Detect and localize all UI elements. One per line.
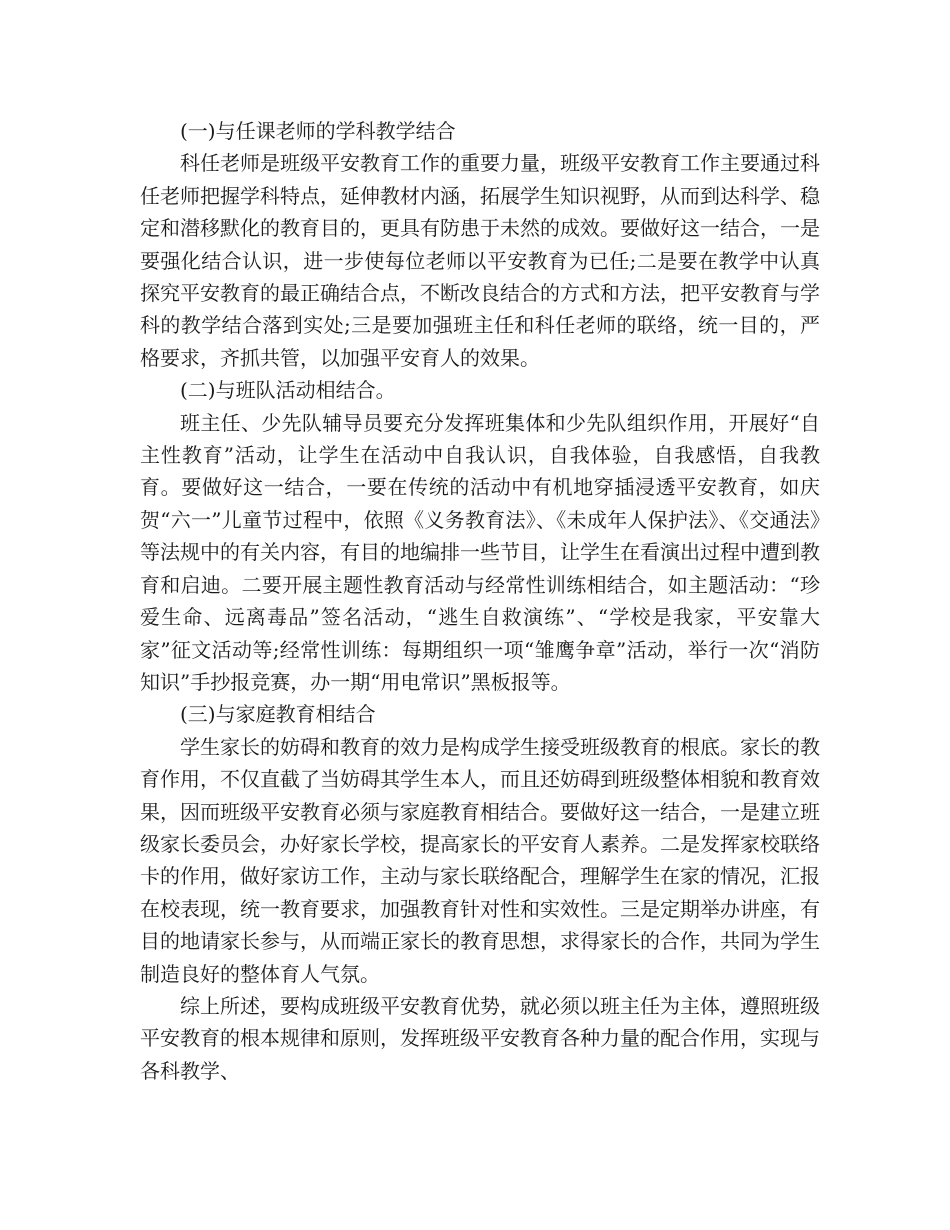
paragraph-1: 科任老师是班级平安教育工作的重要力量，班级平安教育工作主要通过科任老师把握学科特点，延伸教材内涵，拓展学生知识视野，从而到达科学、稳定和潜移默化的教育目的，更具有防患于未然的成效。要做好这一结合，一是要强化结合认识，进一步使每位老师以平安教育为已任;二是要在教学中认真探究平安教育的最正确结合点，不断改良结合的方式和方法，把平安教育与学科的教学结合落到实处;三是要加强班主任和科任老师的联络，统一目的，严格要求，齐抓共管，以加强平安育人的效果。: [140, 151, 820, 370]
paragraph-3: 学生家长的妨碍和教育的效力是构成学生接受班级教育的根底。家长的教育作用，不仅直截了当妨碍其学生本人，而且还妨碍到班级整体相貌和教育效果，因而班级平安教育必须与家庭教育相结合。要做好这一结合，一是建立班级家长委员会，办好家长学校，提高家长的平安育人素养。二是发挥家校联络卡的作用，做好家访工作，主动与家长联络配合，理解学生在家的情况，汇报在校表现，统一教育要求，加强教育针对性和实效性。三是定期举办讲座，有目的地请家长参与，从而端正家长的教育思想，求得家长的合作，共同为学生制造良好的整体育人气氛。: [140, 734, 820, 986]
document-body: [140, 115, 820, 1087]
section-heading-2: (二)与班队活动相结合。: [180, 378, 396, 403]
paragraph-2: 班主任、少先队辅导员要充分发挥班集体和少先队组织作用，开展好“自主性教育”活动，让学生在活动中自我认识，自我体验，自我感悟，自我教育。要做好这一结合，一要在传统的活动中有机地穿插浸透平安教育，如庆贺“六一”儿童节过程中，依照《义务教育法》、《未成年人保护法》、《交通法》等法规中的有关内容，有目的地编排一些节目，让学生在看演出过程中遭到教育和启迪。二要开展主题性教育活动与经常性训练相结合，如主题活动：“珍爱生命、远离毒品”签名活动，“逃生自救演练”、“学校是我家，平安靠大家”征文活动等;经常性训练：每期组织一项“雏鹰争章”活动，举行一次“消防知识”手抄报竞赛，办一期“用电常识”黑板报等。: [140, 410, 820, 694]
paragraph-summary: 综上所述，要构成班级平安教育优势，就必须以班主任为主体，遵照班级平安教育的根本规律和原则，发挥班级平安教育各种力量的配合作用，实现与各科教学、: [140, 993, 820, 1083]
section-heading-1: (一)与任课老师的学科教学结合: [180, 119, 456, 143]
section-heading-3: (三)与家庭教育相结合: [180, 702, 376, 727]
